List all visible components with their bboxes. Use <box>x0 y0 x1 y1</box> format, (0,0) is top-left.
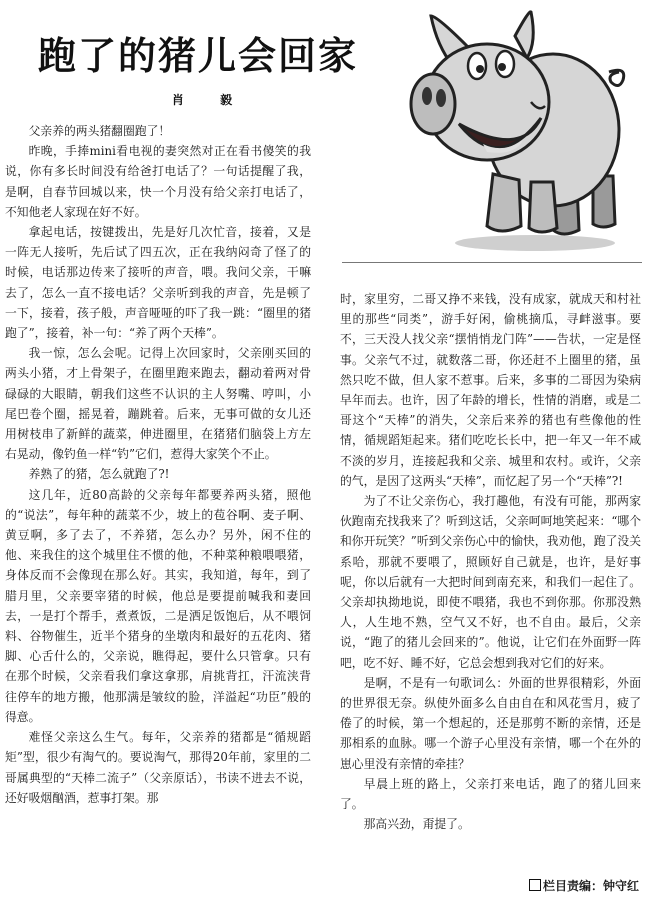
article-paragraph: 早晨上班的路上，父亲打来电话，跑了的猪儿回来了。 <box>340 776 641 812</box>
article-body-left-column <box>5 121 311 808</box>
article-paragraph: 我一惊，怎么会呢。记得上次回家时，父亲刚买回的两头小猪，才上骨架子，在圈里跑来跑去，翻动着两对骨碌碌的大眼睛，朝我们这些不认识的主人努嘴、哼叫，小尾巴卷个圈，摇晃着，蹦跳着。后来，无事可做的女儿还用树枝串了新鲜的蔬菜，伸进圈里，在猪猪们脑袋上方左右晃动，像钓鱼一样“钓”它们，惹得大家笑个不止。 <box>5 346 311 462</box>
article-title: 跑了的猪儿会回家 <box>38 34 359 78</box>
cartoon-pig-icon <box>385 6 645 256</box>
article-paragraph: 养熟了的猪，怎么就跑了?! <box>28 467 170 482</box>
editor-credit <box>529 877 639 894</box>
article-paragraph: 时，家里穷，二哥又挣不来钱，没有成家，就成天和村社里的那些“同类”，游手好闲，偷桃摘瓜，寻衅滋事。要不，三天没人找父亲“摆悄悄龙门阵”——告状，一定是怪事。父亲气不过，就数落二哥，你还赶不上圈里的猪，虽然只吃不做，但人家不惹事。后来，多事的二哥因为染病早年而去。也许，因了年龄的增长，性情的消磨，或是二哥这个“天棒”的消失，父亲后来养的猪也有些像他的性情，循规蹈矩起来。猪们吃吃长长中，把一年又一年不咸不淡的岁月，连接起我和父亲、城里和农村。或许，父亲的气，是因了这两头“天棒”，而忆起了另一个“天棒”?! <box>340 292 641 488</box>
article-paragraph: 是啊，不是有一句歌词么：外面的世界很精彩，外面的世界很无奈。纵使外面多么自由自在和风花雪月，疲了倦了的时候，第一个想起的，还是那剪不断的亲情，还是那相系的血脉。哪一个游子心里没有亲情，哪一个在外的崽心里没有亲情的牵挂？ <box>340 675 641 771</box>
article-author: 肖 毅 <box>171 93 249 107</box>
article-paragraph: 拿起电话，按键拨出，先是好几次忙音，接着，又是一阵无人接听，先后试了四五次，正在我纳闷奇了怪了的时候，电话那边传来了接听的声音，喂。我问父亲，干嘛去了，怎么一直不接电话？父亲听到我的声音，先是顿了一下，接着，孩子般，声音哑哑的吓了我一跳：“圈里的猪跑了”，接着，补一句：“养了两个天棒”。 <box>5 225 311 341</box>
article-body-right-column <box>340 289 641 834</box>
editor-credit-text: 栏目责编：钟守红 <box>542 879 639 893</box>
separator-rule <box>342 262 642 263</box>
article-paragraph: 那高兴劲，甭提了。 <box>363 817 470 832</box>
article-paragraph: 难怪父亲这么生气。每年，父亲养的猪都是“循规蹈矩”型，很少有淘气的。要说淘气，那得20年前，家里的二哥属典型的“天棒二流子”（父亲原话），书读不进去不说，还好吸烟酗酒，惹事打架。那 <box>5 730 311 805</box>
article-paragraph: 为了不让父亲伤心，我打趣他，有没有可能，那两家伙跑南充找我来了？听到这话，父亲呵呵地笑起来：“哪个和你开玩笑？”听到父亲伤心中的愉快，我劝他，跑了没关系哈，那就不要喂了，照顾好自己就是，也许，是好事呢，你以后就有一大把时间到南充来，和我们一起住了。父亲却执拗地说，即使不喂猪，我也不到你那。你那没熟人，人生地不熟，空气又不好，也不自由。最后，父亲说，“跑了的猪儿会回来的”。他说，让它们在外面野一阵吧，吃不好、睡不好，它总会想到我对它们的好来。 <box>340 494 641 670</box>
article-paragraph: 昨晚，手捧mini看电视的妻突然对正在看书傻笑的我说，你有多长时间没有给爸打电话了？一句话提醒了我，是啊，自春节回城以来，快一个月没有给父亲打电话了，不知他老人家现在好不好。 <box>5 144 311 219</box>
square-box-icon <box>529 879 541 891</box>
article-paragraph: 这几年，近80高龄的父亲每年都要养两头猪，照他的“说法”，每年种的蔬菜不少，坡上的苞谷啊、麦子啊、黄豆啊，多了去了，不养猪，怎么办？另外，闲不住的他、来我住的这个城里住不惯的他，不种菜种粮喂喂猪，身体反而不会像现在那么好。其实，我知道，每年，到了腊月里，父亲要宰猪的时候，他总是要提前喊我和妻回去，一是打个帮手，煮煮饭，二是洒足饭饱后，从不喂饲料、谷物催生，近半个猪身的坐墩肉和最好的五花肉、猪脚、心舌什么的，父亲说，瞧得起，要什么只管拿。只有在那个时候，父亲看我们拿这拿那，肩挑背扛，汗流浃背往停车的地方搬，他那满是皱纹的脸，洋溢起“功臣”般的得意。 <box>5 487 311 724</box>
article-paragraph: 父亲养的两头猪翻圈跑了！ <box>28 124 171 138</box>
